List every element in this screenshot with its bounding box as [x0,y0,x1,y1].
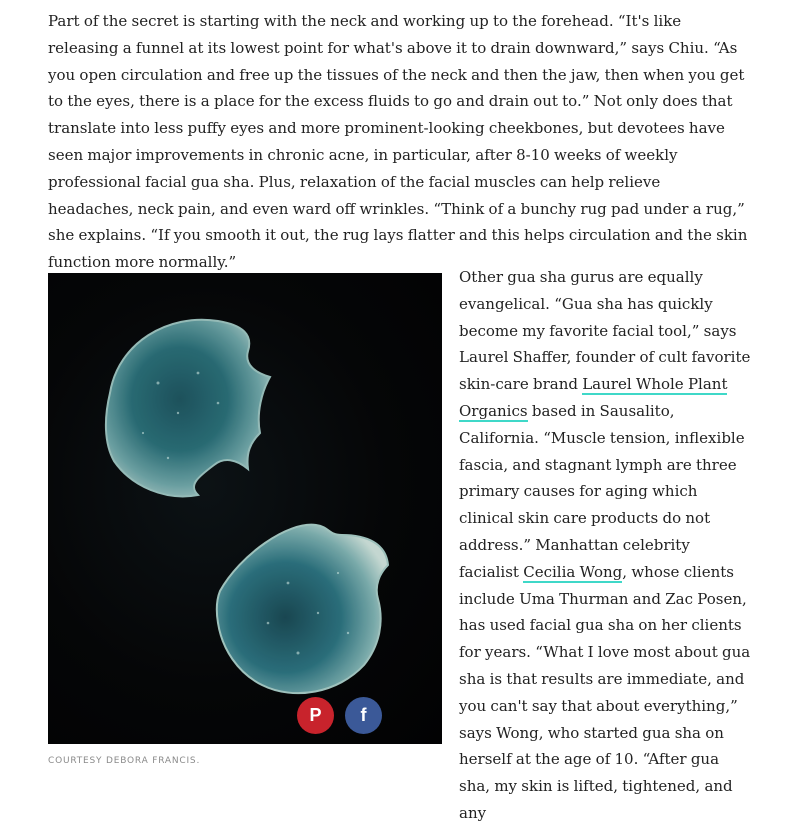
paragraph-text: Other gua sha gurus are equally evangelical. “Gua sha has quickly become my favorite facial tool,” says Laurel Shaffer, founder of cult favorite skin-care brand [459,268,751,394]
pinterest-icon: P [309,705,322,725]
gua-sha-illustration [48,273,442,744]
article-figure [48,273,442,766]
facebook-share-button[interactable] [345,697,382,734]
photo-caption: COURTESY DEBORA FRANCIS. [48,756,201,766]
paragraph-text: based in Sausalito, California. “Muscle tension, inflexible fascia, and stagnant lymph are three primary causes for aging which clinical skin care products do not address.” Manhattan celebrity facialist [459,401,745,581]
link-laurel-whole-plant-organics[interactable]: Laurel Whole Plant Organics [459,375,728,420]
pinterest-share-button[interactable] [297,697,334,734]
gua-sha-stone-lower [217,525,388,693]
paragraph-text: , whose clients include Uma Thurman and Zac Posen, has used facial gua sha on her clients for years. “What I love most about gua sha is that results are immediate, and you can't say that about everything,” says Wong, who started gua sha on herself at the age of 10. “After gua sha, my skin is lifted, tightened, and any [459,562,751,822]
facebook-icon: f [360,705,367,725]
gua-sha-stone-upper [106,320,270,497]
gua-sha-stones-photo [48,273,442,744]
article-paragraph-side [459,264,754,827]
article-paragraph: Part of the secret is starting with the neck and working up to the forehead. “It's like releasing a funnel at its lowest point for what's above it to drain downward,” says Chiu. “As you open circulation and free up the tissues of the neck and then the jaw, then when you get to the eyes, there is a place for the excess fluids to go and drain out to.” Not only does that translate into less puffy eyes and more prominent-looking cheekbones, but devotees have seen major improvements in chronic acne, in particular, after 8-10 weeks of weekly professional facial gua sha. Plus, relaxation of the facial muscles can help relieve headaches, neck pain, and even ward off wrinkles. “Think of a bunchy rug pad under a rug,” she explains. “If you smooth it out, the rug lays flatter and this helps circulation and the skin function more normally.” [48,12,748,272]
link-cecilia-wong[interactable]: Cecilia Wong [523,562,623,581]
